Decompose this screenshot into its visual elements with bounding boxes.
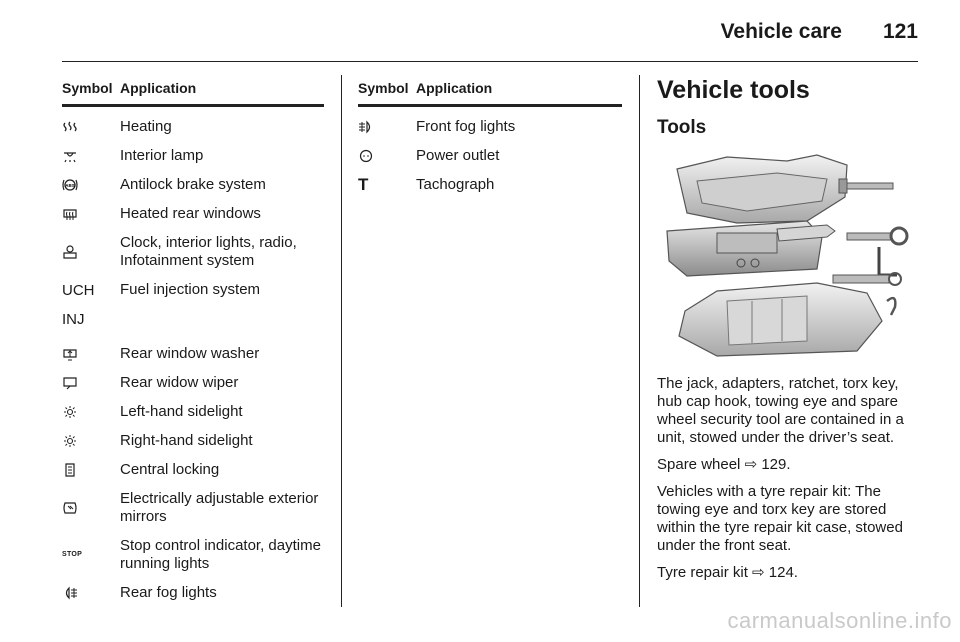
table-row	[62, 537, 324, 573]
table-row	[358, 147, 622, 165]
col-symbol-header: Symbol	[358, 80, 409, 96]
central-locking-icon	[62, 463, 78, 477]
left-sidelight-icon	[62, 405, 78, 419]
front-fog-icon	[358, 120, 374, 134]
table-row	[62, 176, 324, 194]
application-text: Heating	[120, 118, 172, 135]
page-link[interactable]: 124.	[768, 564, 798, 581]
stop-symbol: STOP	[62, 551, 83, 558]
heated-rear-window-icon	[62, 207, 78, 221]
application-text: Rear window washer	[120, 345, 260, 362]
page-title: Vehicle care	[720, 20, 842, 43]
table-row	[62, 234, 324, 270]
application-text: Central locking	[120, 461, 220, 478]
table-row	[62, 490, 324, 526]
table-row	[62, 432, 324, 450]
application-text: Rear fog lights	[120, 584, 217, 601]
application-text: Electrically adjustable exterior mirrors	[120, 490, 319, 525]
column-divider-1	[341, 75, 342, 607]
interior-lamp-icon	[62, 149, 78, 163]
table-row	[62, 403, 324, 421]
tools-description: The jack, adapters, ratchet, torx key, hub cap hook, towing eye and spare wheel security tool are contained in a unit, stowed under the driver’s seat.	[657, 375, 904, 446]
page-number: 121	[882, 20, 918, 43]
symbol-table-right	[358, 80, 622, 194]
spare-wheel-ref	[657, 456, 919, 474]
symbol-uch: UCH	[62, 282, 95, 299]
rear-fog-icon	[62, 586, 78, 600]
table-row	[62, 461, 324, 479]
ref-text: Spare wheel	[657, 456, 741, 473]
svg-text:ABS: ABS	[65, 183, 75, 188]
application-text: Front fog lights	[416, 118, 516, 135]
table-header	[358, 80, 622, 107]
symbol-table-left	[62, 80, 324, 602]
table-row	[62, 118, 324, 136]
application-text: Power outlet	[416, 147, 500, 164]
vehicle-tools-section	[657, 76, 919, 582]
watermark: carmanualsonline.info	[727, 608, 952, 633]
page-header	[62, 16, 918, 62]
subsection-title: Tools	[657, 117, 707, 138]
clock-radio-icon	[62, 245, 78, 259]
heating-icon	[62, 120, 78, 134]
table-row	[62, 374, 324, 392]
section-title: Vehicle tools	[657, 76, 810, 104]
tools-illustration	[657, 151, 919, 363]
table-row	[62, 584, 324, 602]
col-application-header: Application	[416, 80, 493, 96]
table-row	[358, 176, 622, 194]
tyre-repair-ref	[657, 564, 919, 582]
exterior-mirror-icon	[62, 501, 78, 515]
application-text: Stop control indicator, daytime running lights	[120, 537, 321, 572]
application-text: Tachograph	[416, 176, 495, 193]
ref-text: Tyre repair kit	[657, 564, 748, 581]
abs-icon	[62, 178, 78, 192]
reference-arrow-icon: ⇨	[752, 564, 765, 581]
application-text: Fuel injection system	[120, 281, 261, 298]
table-row	[62, 147, 324, 165]
application-text: Clock, interior lights, radio, Infotainment system	[120, 234, 297, 269]
reference-arrow-icon: ⇨	[744, 456, 758, 473]
table-header	[62, 80, 324, 107]
table-row	[62, 345, 324, 363]
application-text: Rear widow wiper	[120, 374, 239, 391]
table-row	[62, 281, 324, 334]
page-link[interactable]: 129.	[761, 456, 791, 473]
col-symbol-header: Symbol	[62, 80, 113, 96]
column-divider-2	[639, 75, 640, 607]
application-text: Left-hand sidelight	[120, 403, 243, 420]
application-text: Antilock brake system	[120, 176, 266, 193]
repair-kit-note: Vehicles with a tyre repair kit: The towing eye and torx key are stored within the tyre repair kit case, stowed under the front seat.	[657, 483, 903, 554]
uch-inj-symbol	[62, 276, 120, 334]
right-sidelight-icon	[62, 434, 78, 448]
rear-wiper-icon	[62, 376, 78, 390]
table-row	[358, 118, 622, 136]
power-outlet-icon	[358, 149, 374, 163]
application-text: Interior lamp	[120, 147, 204, 164]
symbol-inj: INJ	[62, 311, 85, 328]
rear-window-washer-icon	[62, 347, 78, 361]
application-text: Right-hand sidelight	[120, 432, 253, 449]
application-text: Heated rear windows	[120, 205, 261, 222]
col-application-header: Application	[120, 80, 197, 96]
tachograph-symbol: T	[358, 175, 369, 194]
table-row	[62, 205, 324, 223]
